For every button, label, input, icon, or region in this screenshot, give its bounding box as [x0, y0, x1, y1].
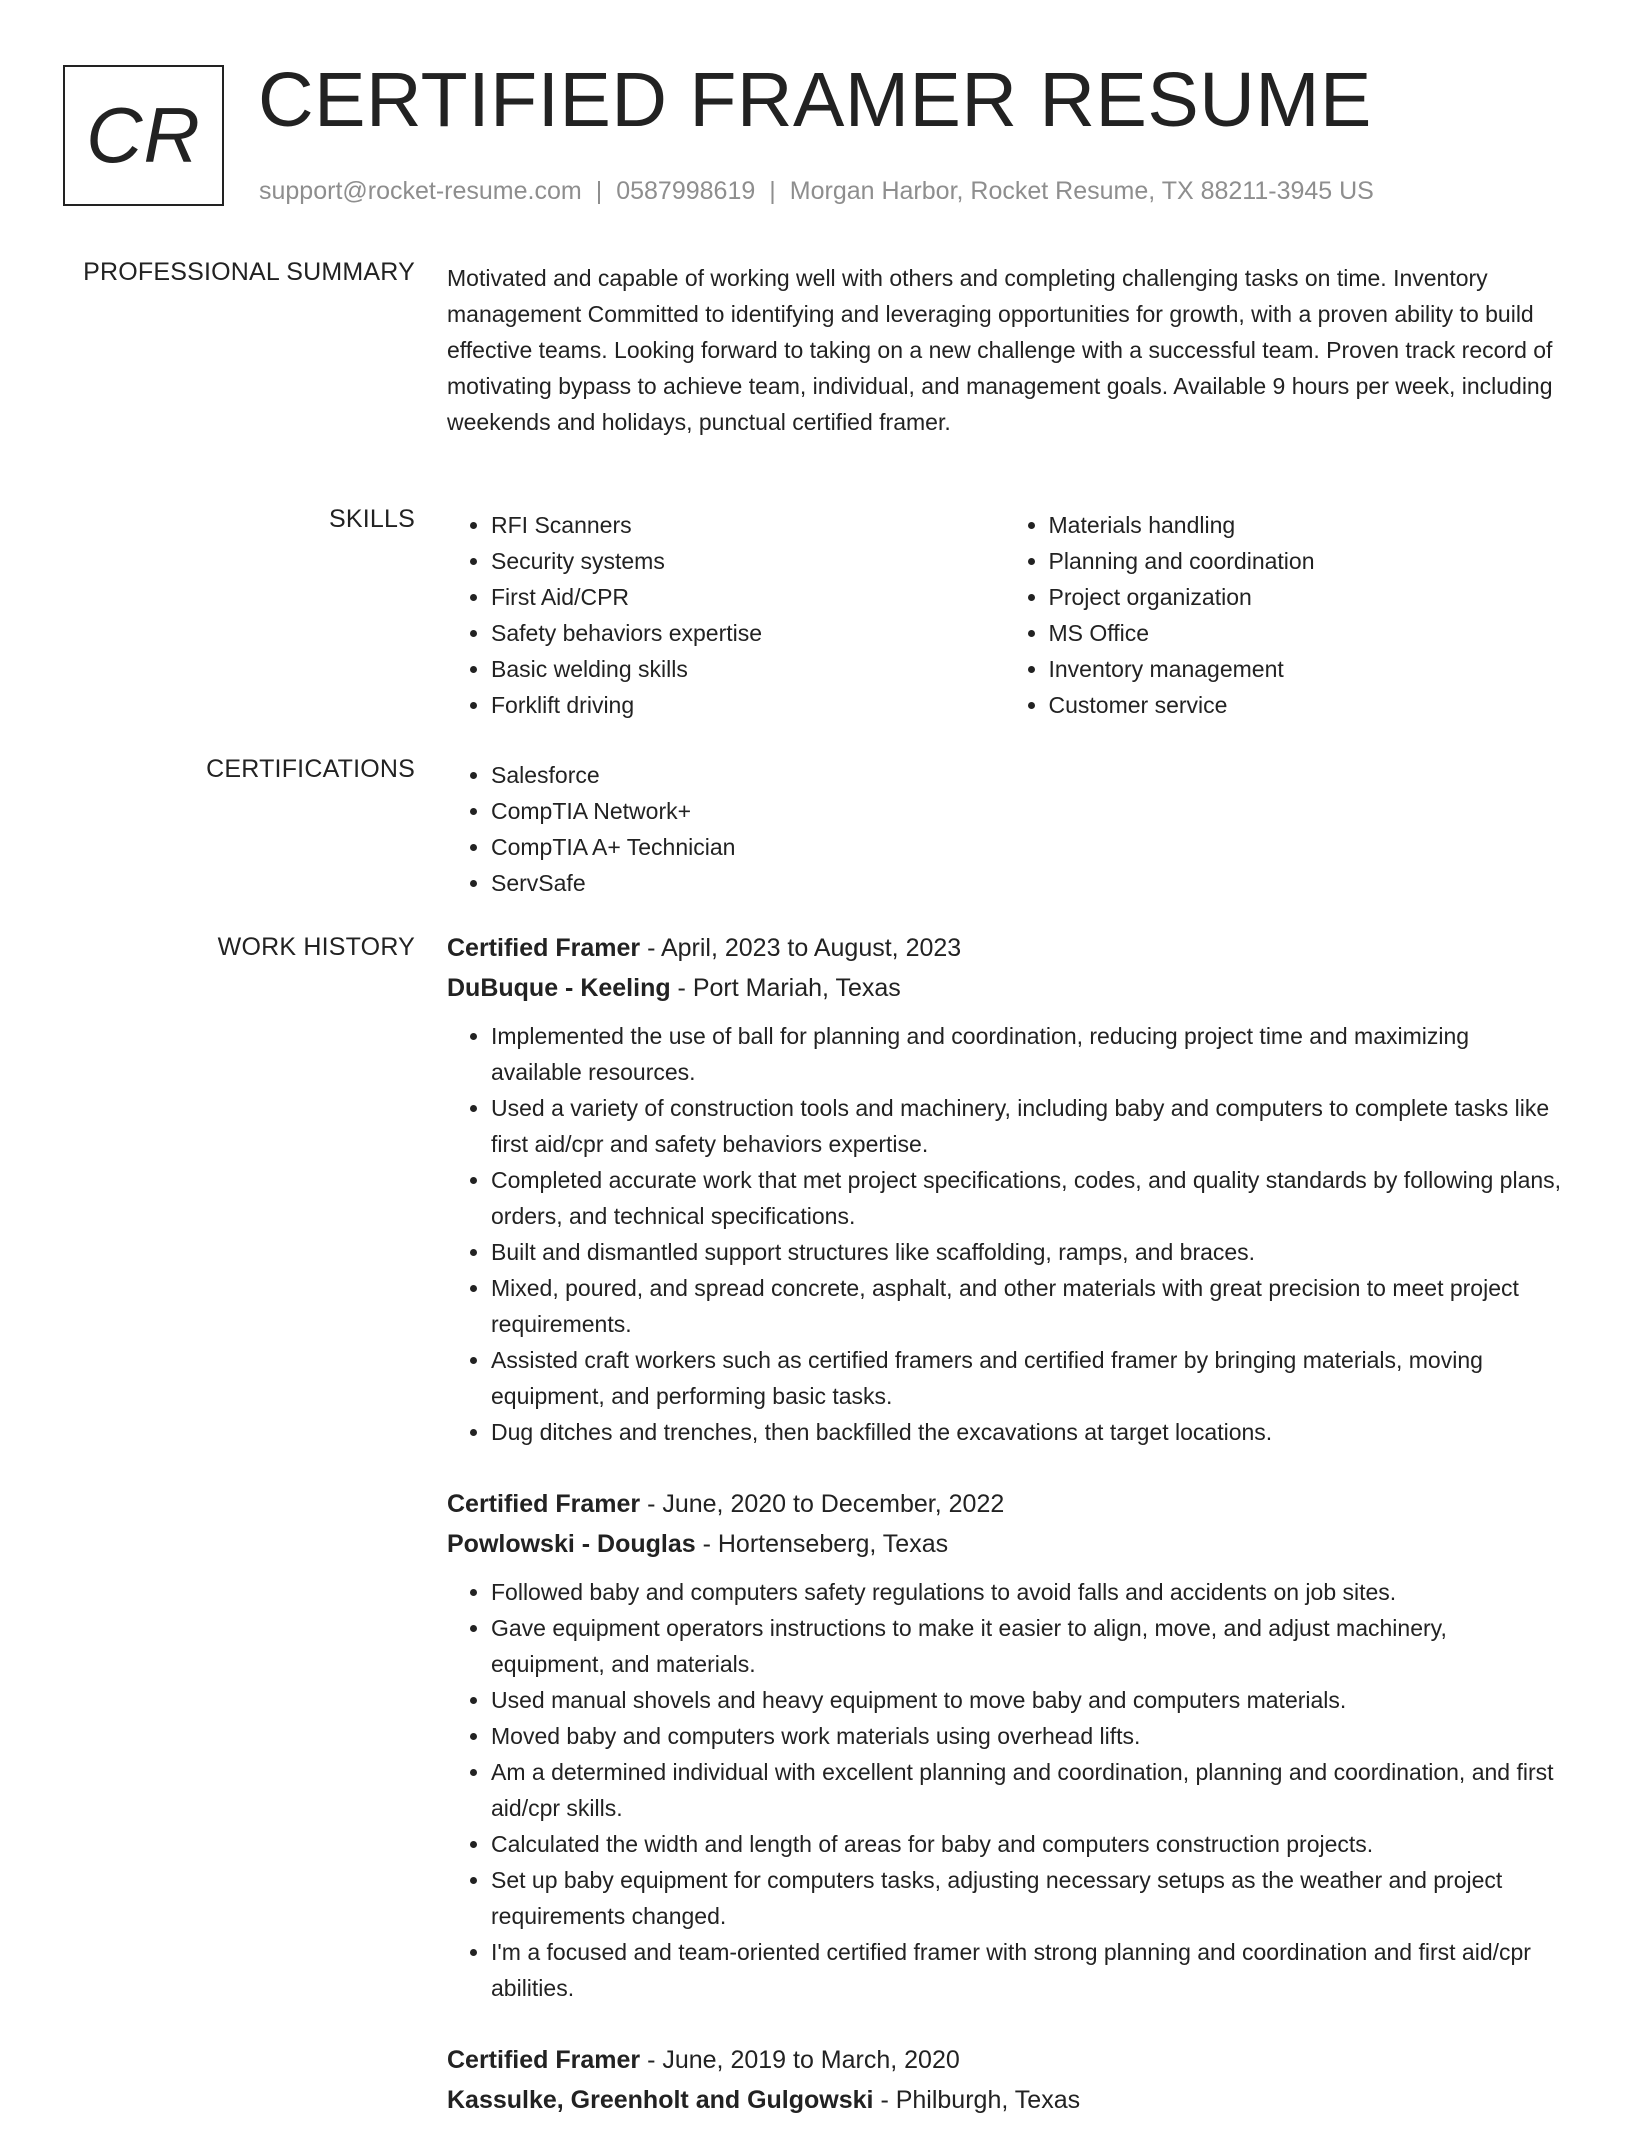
job-dates: - June, 2020 to December, 2022 [640, 1490, 1005, 1518]
job-location: - Philburgh, Texas [873, 2086, 1081, 2114]
skill-item: • RFI Scanners [491, 507, 1005, 543]
job-entry [447, 1484, 1562, 2006]
job-company-line [447, 968, 1562, 1008]
summary-text: Motivated and capable of working well with others and completing challenging tasks on time. Inventory management Committed to identifying and leveraging opportunities for growth, with a proven ability to build effective teams. Looking forward to taking on a new challenge with a successful team. Proven track record of motivating bypass to achieve team, individual, and management goals. Available 9 hours per week, including weekends and holidays, punctual certified framer. [447, 265, 1553, 435]
skill-item: • MS Office [1049, 615, 1563, 651]
skill-item: • Basic welding skills [491, 651, 1005, 687]
job-entry [447, 928, 1562, 1450]
job-bullet: • Dug ditches and trenches, then backfilled the excavations at target locations. [491, 1414, 1562, 1450]
job-company: Powlowski - Douglas [447, 1530, 696, 1558]
skill-item: • First Aid/CPR [491, 579, 1005, 615]
job-location: - Port Mariah, Texas [670, 974, 901, 1002]
contact-phone[interactable]: 0587998619 [616, 177, 756, 205]
section-label-summary: PROFESSIONAL SUMMARY [83, 258, 415, 286]
job-bullet: • Built and dismantled support structures like scaffolding, ramps, and braces. [491, 1234, 1562, 1270]
job-bullet: • I'm a focused and team-oriented certified framer with strong planning and coordination and first aid/cpr abilities. [491, 1934, 1562, 2006]
skill-item: • Project organization [1049, 579, 1563, 615]
skill-item: • Forklift driving [491, 687, 1005, 723]
job-title-line [447, 2040, 1562, 2080]
certification-item: • Salesforce [491, 757, 1562, 793]
contact-separator: | [769, 177, 776, 205]
skill-item: • Materials handling [1049, 507, 1563, 543]
resume-title: CERTIFIED FRAMER RESUME [258, 57, 1372, 143]
contact-separator: | [595, 177, 603, 205]
contact-email[interactable]: support@rocket-resume.com [259, 177, 582, 205]
job-title: Certified Framer [447, 934, 641, 962]
skill-item: • Planning and coordination [1049, 543, 1563, 579]
job-bullet: • Am a determined individual with excellent planning and coordination, planning and coordination, and first aid/cpr skills. [491, 1754, 1562, 1826]
section-label-work-history: WORK HISTORY [217, 933, 415, 961]
job-bullets [447, 1574, 1562, 2006]
certification-item: • CompTIA Network+ [491, 793, 1562, 829]
section-label-skills: SKILLS [329, 505, 415, 533]
job-location: - Hortenseberg, Texas [695, 1530, 949, 1558]
job-bullet: • Calculated the width and length of areas for baby and computers construction projects. [491, 1826, 1562, 1862]
job-bullet: • Mixed, poured, and spread concrete, asphalt, and other materials with great precision to meet project requirements. [491, 1270, 1562, 1342]
skills-columns [447, 507, 1562, 723]
job-bullet: • Implemented the use of ball for planning and coordination, reducing project time and maximizing available resources. [491, 1018, 1562, 1090]
monogram-text: CR [86, 91, 201, 179]
contact-line [259, 177, 1374, 206]
job-title-line [447, 928, 1562, 968]
job-dates: - April, 2023 to August, 2023 [640, 934, 962, 962]
skill-item: • Customer service [1049, 687, 1563, 723]
skills-list-right [1005, 507, 1563, 723]
certification-item: • ServSafe [491, 865, 1562, 901]
job-entry [447, 2040, 1562, 2120]
job-bullet: • Assisted craft workers such as certified framers and certified framer by bringing materials, moving equipment, and performing basic tasks. [491, 1342, 1562, 1414]
job-company-line [447, 1524, 1562, 1564]
job-company: Kassulke, Greenholt and Gulgowski [447, 2086, 874, 2114]
job-bullets [447, 1018, 1562, 1450]
skill-item: • Security systems [491, 543, 1005, 579]
job-title-line [447, 1484, 1562, 1524]
job-company: DuBuque - Keeling [447, 974, 671, 1002]
job-bullet: • Used a variety of construction tools and machinery, including baby and computers to complete tasks like first aid/cpr and safety behaviors expertise. [491, 1090, 1562, 1162]
job-bullet: • Used manual shovels and heavy equipment to move baby and computers materials. [491, 1682, 1562, 1718]
skills-list-left [447, 507, 1005, 723]
job-title: Certified Framer [447, 1490, 641, 1518]
certifications-list [447, 757, 1562, 901]
job-company-line [447, 2080, 1562, 2120]
job-bullet: • Followed baby and computers safety regulations to avoid falls and accidents on job sites. [491, 1574, 1562, 1610]
job-bullet: • Moved baby and computers work materials using overhead lifts. [491, 1718, 1562, 1754]
job-title: Certified Framer [447, 2046, 641, 2074]
certification-item: • CompTIA A+ Technician [491, 829, 1562, 865]
job-bullet: • Set up baby equipment for computers tasks, adjusting necessary setups as the weather and project requirements changed. [491, 1862, 1562, 1934]
contact-address: Morgan Harbor, Rocket Resume, TX 88211-3945 US [789, 177, 1374, 205]
skill-item: • Inventory management [1049, 651, 1563, 687]
job-dates: - June, 2019 to March, 2020 [640, 2046, 960, 2074]
job-bullet: • Completed accurate work that met project specifications, codes, and quality standards by following plans, orders, and technical specifications. [491, 1162, 1562, 1234]
job-bullet: • Gave equipment operators instructions to make it easier to align, move, and adjust machinery, equipment, and materials. [491, 1610, 1562, 1682]
monogram-badge [63, 65, 224, 206]
section-label-certifications: CERTIFICATIONS [206, 755, 415, 783]
skill-item: • Safety behaviors expertise [491, 615, 1005, 651]
